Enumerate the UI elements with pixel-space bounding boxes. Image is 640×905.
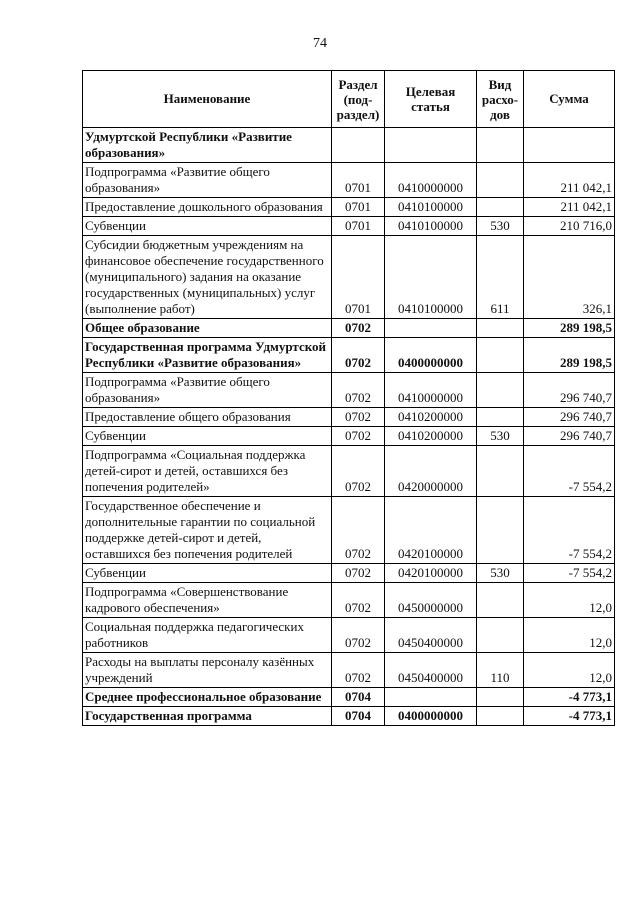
table-row	[83, 564, 615, 583]
cell-amount: 12,0	[524, 583, 615, 618]
cell-amount: 296 740,7	[524, 408, 615, 427]
cell-target: 0450400000	[385, 653, 477, 688]
cell-target: 0450000000	[385, 583, 477, 618]
cell-section: 0702	[332, 618, 385, 653]
cell-target: 0410100000	[385, 236, 477, 319]
cell-type: 530	[477, 427, 524, 446]
cell-type	[477, 583, 524, 618]
cell-section: 0701	[332, 236, 385, 319]
cell-section: 0702	[332, 338, 385, 373]
cell-target: 0410100000	[385, 217, 477, 236]
cell-name: Субвенции	[83, 564, 332, 583]
column-header-type-line: Вид	[488, 76, 512, 92]
cell-section: 0702	[332, 408, 385, 427]
column-header-target-line: Целевая	[405, 84, 456, 99]
cell-type	[477, 707, 524, 726]
table-row	[83, 163, 615, 198]
cell-type	[477, 338, 524, 373]
cell-name: Подпрограмма «Социальная поддержка детей-сирот и детей, оставшихся без попечения родителей»	[83, 446, 332, 497]
cell-name: Социальная поддержка педагогических работников	[83, 618, 332, 653]
cell-amount: 296 740,7	[524, 373, 615, 408]
cell-amount: 210 716,0	[524, 217, 615, 236]
cell-target: 0410200000	[385, 408, 477, 427]
cell-amount: 211 042,1	[524, 163, 615, 198]
table-row	[83, 198, 615, 217]
cell-amount: -4 773,1	[524, 707, 615, 726]
cell-amount: 12,0	[524, 653, 615, 688]
cell-type	[477, 128, 524, 163]
cell-target: 0410200000	[385, 427, 477, 446]
cell-amount: -7 554,2	[524, 497, 615, 564]
cell-amount	[524, 128, 615, 163]
table-row	[83, 653, 615, 688]
cell-target	[385, 688, 477, 707]
table-row	[83, 408, 615, 427]
cell-name: Государственное обеспечение и дополнительные гарантии по социальной поддержке детей-сирот и детей, оставшихся без попечения родителей	[83, 497, 332, 564]
column-header-name: Наименование	[83, 71, 332, 128]
table-row	[83, 427, 615, 446]
column-header-section	[332, 71, 385, 128]
cell-type	[477, 497, 524, 564]
cell-section: 0702	[332, 446, 385, 497]
cell-amount: 12,0	[524, 618, 615, 653]
column-header-target	[385, 71, 477, 128]
cell-section: 0702	[332, 373, 385, 408]
cell-type	[477, 319, 524, 338]
cell-amount: 211 042,1	[524, 198, 615, 217]
cell-amount: 289 198,5	[524, 338, 615, 373]
budget-table	[82, 70, 615, 726]
cell-section: 0704	[332, 688, 385, 707]
cell-target: 0420000000	[385, 446, 477, 497]
cell-section: 0702	[332, 564, 385, 583]
table-row	[83, 319, 615, 338]
cell-name: Удмуртской Республики «Развитие образования»	[83, 128, 332, 163]
cell-type: 530	[477, 564, 524, 583]
table-row	[83, 373, 615, 408]
cell-name: Подпрограмма «Совершенствование кадрового обеспечения»	[83, 583, 332, 618]
column-header-type	[477, 71, 524, 128]
table-header-row	[83, 71, 615, 128]
cell-section: 0702	[332, 427, 385, 446]
cell-name: Предоставление дошкольного образования	[83, 198, 332, 217]
column-header-type-line: дов	[490, 106, 510, 122]
cell-type: 530	[477, 217, 524, 236]
column-header-target-line: статья	[411, 99, 450, 114]
cell-target: 0410000000	[385, 163, 477, 198]
column-header-section-line: (под-	[343, 91, 373, 107]
cell-target: 0420100000	[385, 564, 477, 583]
cell-type	[477, 163, 524, 198]
cell-name: Общее образование	[83, 319, 332, 338]
cell-target	[385, 128, 477, 163]
cell-name: Подпрограмма «Развитие общего образования»	[83, 163, 332, 198]
cell-amount: 326,1	[524, 236, 615, 319]
cell-name: Подпрограмма «Развитие общего образования»	[83, 373, 332, 408]
cell-type	[477, 408, 524, 427]
cell-amount: 296 740,7	[524, 427, 615, 446]
cell-section: 0701	[332, 198, 385, 217]
cell-name: Среднее профессиональное образование	[83, 688, 332, 707]
cell-section: 0702	[332, 583, 385, 618]
cell-name: Субвенции	[83, 427, 332, 446]
cell-type	[477, 446, 524, 497]
cell-type	[477, 688, 524, 707]
cell-type: 110	[477, 653, 524, 688]
cell-target	[385, 319, 477, 338]
cell-name: Предоставление общего образования	[83, 408, 332, 427]
cell-type: 611	[477, 236, 524, 319]
column-header-amount: Сумма	[524, 71, 615, 128]
cell-section: 0702	[332, 497, 385, 564]
cell-type	[477, 198, 524, 217]
cell-name: Государственная программа	[83, 707, 332, 726]
cell-name: Субсидии бюджетным учреждениям на финансовое обеспечение государственного (муниципального) задания на оказание государственных (муниципальных) услуг (выполнение работ)	[83, 236, 332, 319]
cell-section: 0701	[332, 163, 385, 198]
cell-amount: 289 198,5	[524, 319, 615, 338]
cell-target: 0450400000	[385, 618, 477, 653]
column-header-section-line: Раздел	[338, 76, 378, 92]
cell-name: Государственная программа Удмуртской Республики «Развитие образования»	[83, 338, 332, 373]
cell-amount: -7 554,2	[524, 564, 615, 583]
cell-target: 0420100000	[385, 497, 477, 564]
cell-section: 0702	[332, 653, 385, 688]
cell-section: 0702	[332, 319, 385, 338]
column-header-section-line: раздел)	[336, 106, 380, 122]
cell-target: 0400000000	[385, 338, 477, 373]
cell-name: Субвенции	[83, 217, 332, 236]
cell-target: 0400000000	[385, 707, 477, 726]
cell-section	[332, 128, 385, 163]
column-header-type-line: расхо-	[481, 91, 519, 107]
table-row	[83, 128, 615, 163]
cell-type	[477, 373, 524, 408]
cell-section: 0704	[332, 707, 385, 726]
cell-amount: -4 773,1	[524, 688, 615, 707]
table-row	[83, 338, 615, 373]
table-row	[83, 618, 615, 653]
table-row	[83, 707, 615, 726]
table-row	[83, 688, 615, 707]
cell-target: 0410100000	[385, 198, 477, 217]
table-body	[83, 128, 615, 726]
cell-type	[477, 618, 524, 653]
table-row	[83, 446, 615, 497]
table-row	[83, 217, 615, 236]
page-number: 74	[313, 36, 327, 51]
cell-section: 0701	[332, 217, 385, 236]
cell-name: Расходы на выплаты персоналу казённых учреждений	[83, 653, 332, 688]
cell-target: 0410000000	[385, 373, 477, 408]
cell-amount: -7 554,2	[524, 446, 615, 497]
table-row	[83, 497, 615, 564]
table-row	[83, 236, 615, 319]
table-row	[83, 583, 615, 618]
